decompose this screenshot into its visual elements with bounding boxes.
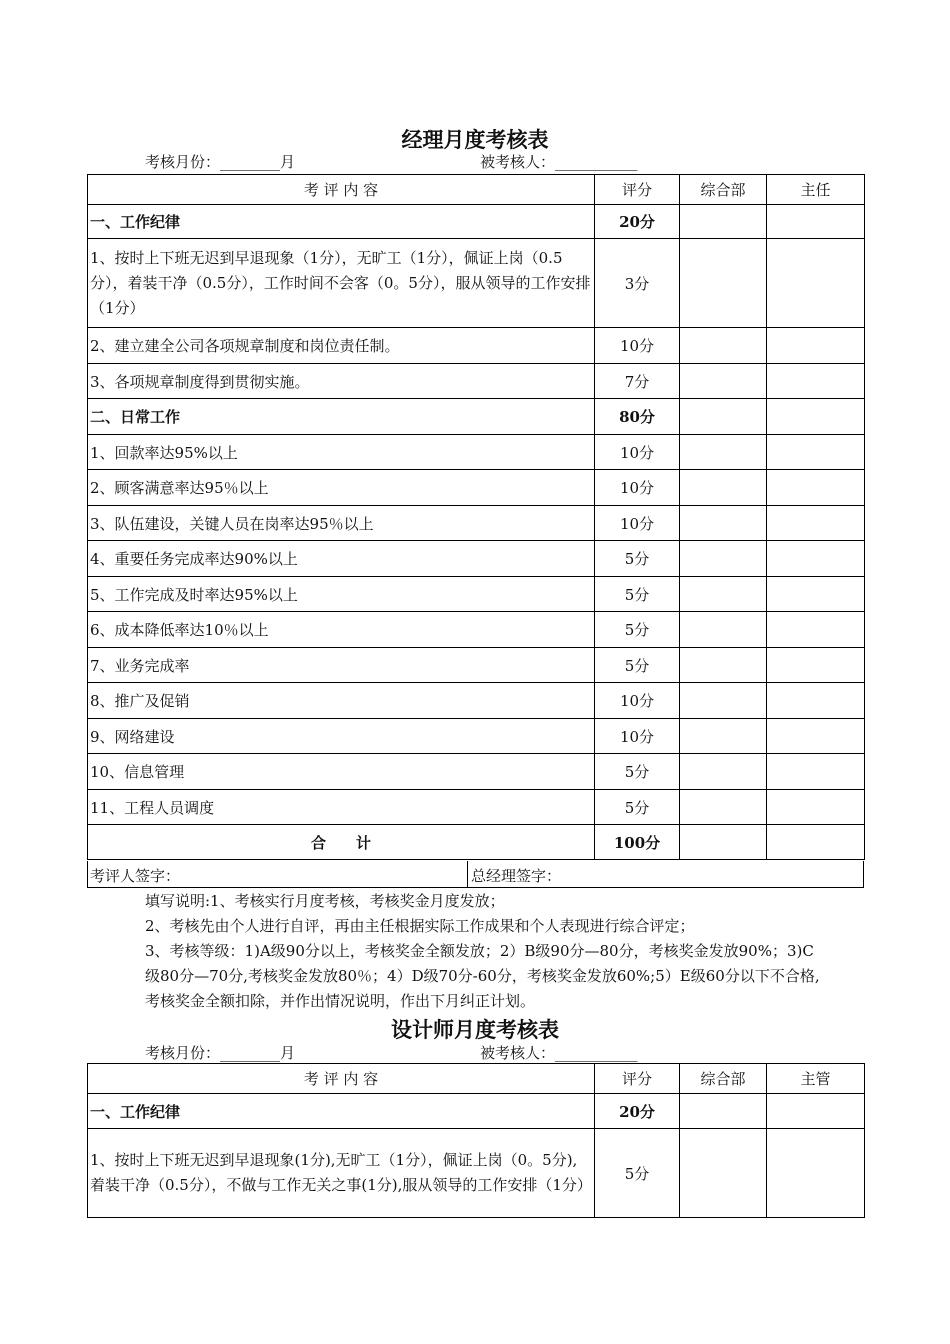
director-score-cell[interactable] <box>767 577 865 612</box>
dept-score-cell[interactable] <box>680 577 767 612</box>
score-cell: 10分 <box>595 683 680 719</box>
dept-score-cell[interactable] <box>680 612 767 648</box>
dept-score-cell[interactable] <box>680 435 767 470</box>
table-row <box>88 541 865 577</box>
item-content: 10、信息管理 <box>88 754 595 790</box>
item-content: 2、建立建全公司各项规章制度和岗位责任制。 <box>88 328 595 364</box>
director-score-cell[interactable] <box>767 612 865 648</box>
table-row <box>88 790 865 825</box>
director-score-cell[interactable] <box>767 239 865 328</box>
score-cell: 5分 <box>595 541 680 577</box>
header-director: 主任 <box>767 175 865 205</box>
header-score: 评分 <box>595 1064 680 1094</box>
item-content: 5、工作完成及时率达95%以上 <box>88 577 595 612</box>
director-score-cell[interactable] <box>767 364 865 399</box>
score-cell: 10分 <box>595 506 680 541</box>
form1-person-label: 被考核人：___________ <box>480 153 638 171</box>
dept-score-cell[interactable] <box>680 541 767 577</box>
director-score-cell[interactable] <box>767 205 865 239</box>
director-score-cell[interactable] <box>767 435 865 470</box>
dept-score-cell[interactable] <box>680 719 767 754</box>
header-supervisor: 主管 <box>767 1064 865 1094</box>
header-dept: 综合部 <box>680 1064 767 1094</box>
director-score-cell[interactable] <box>767 719 865 754</box>
table-row <box>88 1129 865 1218</box>
table-row <box>88 506 865 541</box>
item-content: 4、重要任务完成率达90%以上 <box>88 541 595 577</box>
table-row <box>88 648 865 683</box>
dept-score-cell[interactable] <box>680 506 767 541</box>
header-dept: 综合部 <box>680 175 767 205</box>
score-cell: 5分 <box>595 790 680 825</box>
table-row <box>88 683 865 719</box>
signature-row <box>87 861 864 888</box>
item-content: 3、各项规章制度得到贯彻实施。 <box>88 364 595 399</box>
score-cell: 5分 <box>595 612 680 648</box>
table-row <box>88 612 865 648</box>
form2-table <box>87 1063 865 1218</box>
total-score: 100分 <box>595 825 680 860</box>
section-title: 一、工作纪律 <box>88 205 595 239</box>
section-title: 一、工作纪律 <box>88 1094 595 1129</box>
director-total-cell[interactable] <box>767 825 865 860</box>
director-score-cell[interactable] <box>767 754 865 790</box>
dept-score-cell[interactable] <box>680 683 767 719</box>
table-row <box>88 399 865 435</box>
score-cell: 5分 <box>595 577 680 612</box>
item-content: 1、按时上下班无迟到早退现象(1分),无旷工（1分），佩证上岗（0。5分),着装干净（0.5分），不做与工作无关之事(1分),服从领导的工作安排（1分） <box>88 1129 595 1218</box>
director-score-cell[interactable] <box>767 399 865 435</box>
table-row <box>88 1094 865 1129</box>
table-row <box>88 577 865 612</box>
dept-score-cell[interactable] <box>680 364 767 399</box>
header-score: 评分 <box>595 175 680 205</box>
dept-score-cell[interactable] <box>680 328 767 364</box>
score-cell: 20分 <box>595 205 680 239</box>
item-content: 1、按时上下班无迟到早退现象（1分），无旷工（1分），佩证上岗（0.5分），着装干净（0.5分），工作时间不会客（0。5分），服从领导的工作安排（1分） <box>88 239 595 328</box>
score-cell: 20分 <box>595 1094 680 1129</box>
score-cell: 5分 <box>595 648 680 683</box>
score-cell: 10分 <box>595 328 680 364</box>
form2-month-label: 考核月份：________月 <box>145 1044 296 1062</box>
dept-score-cell[interactable] <box>680 790 767 825</box>
score-cell: 3分 <box>595 239 680 328</box>
score-cell: 5分 <box>595 1129 680 1218</box>
evaluator-signature[interactable]: 考评人签字： <box>90 867 181 885</box>
dept-score-cell[interactable] <box>680 205 767 239</box>
item-content: 3、队伍建设，关键人员在岗率达95％以上 <box>88 506 595 541</box>
instruction-line: 3、考核等级：1)A级90分以上，考核奖金全额发放；2）B级90分—80分，考核奖金发放90%；3)C级80分—70分,考核奖金发放80％；4）D级70分-60分，考核奖金发放60%;5）E级60分以下不合格,考核奖金全额扣除，并作出情况说明，作出下月纠正计划。 <box>145 942 820 1010</box>
score-cell: 10分 <box>595 719 680 754</box>
score-cell: 7分 <box>595 364 680 399</box>
item-content: 9、网络建设 <box>88 719 595 754</box>
signature-divider <box>467 861 468 887</box>
table-row <box>88 719 865 754</box>
dept-score-cell[interactable] <box>680 470 767 506</box>
form2-person-label: 被考核人：___________ <box>480 1044 638 1062</box>
score-cell: 10分 <box>595 470 680 506</box>
header-content: 考 评 内 容 <box>88 175 595 205</box>
instruction-line: 2、考核先由个人进行自评，再由主任根据实际工作成果和个人表现进行综合评定； <box>145 917 695 935</box>
item-content: 6、成本降低率达10％以上 <box>88 612 595 648</box>
supervisor-score-cell[interactable] <box>767 1094 865 1129</box>
director-score-cell[interactable] <box>767 470 865 506</box>
director-score-cell[interactable] <box>767 328 865 364</box>
table-row <box>88 364 865 399</box>
table-row <box>88 205 865 239</box>
score-cell: 80分 <box>595 399 680 435</box>
director-score-cell[interactable] <box>767 683 865 719</box>
item-content: 2、顾客满意率达95％以上 <box>88 470 595 506</box>
dept-score-cell[interactable] <box>680 1129 767 1218</box>
item-content: 11、工程人员调度 <box>88 790 595 825</box>
dept-score-cell[interactable] <box>680 239 767 328</box>
form2-header-row <box>88 1064 865 1094</box>
dept-score-cell[interactable] <box>680 648 767 683</box>
item-content: 1、回款率达95%以上 <box>88 435 595 470</box>
score-cell: 5分 <box>595 754 680 790</box>
score-cell: 10分 <box>595 435 680 470</box>
table-row <box>88 470 865 506</box>
item-content: 8、推广及促销 <box>88 683 595 719</box>
form1-table <box>87 174 865 860</box>
header-content: 考 评 内 容 <box>88 1064 595 1094</box>
instruction-line: 填写说明:1、考核实行月度考核，考核奖金月度发放； <box>145 892 505 910</box>
form1-header-row <box>88 175 865 205</box>
director-score-cell[interactable] <box>767 790 865 825</box>
dept-total-cell[interactable] <box>680 825 767 860</box>
total-label: 合 计 <box>88 825 595 860</box>
item-content: 7、业务完成率 <box>88 648 595 683</box>
table-row <box>88 328 865 364</box>
table-row <box>88 239 865 328</box>
form1-month-label: 考核月份：________月 <box>145 153 296 171</box>
table-row <box>88 754 865 790</box>
director-score-cell[interactable] <box>767 648 865 683</box>
table-row <box>88 435 865 470</box>
dept-score-cell[interactable] <box>680 399 767 435</box>
supervisor-score-cell[interactable] <box>767 1129 865 1218</box>
director-score-cell[interactable] <box>767 541 865 577</box>
total-row <box>88 825 865 860</box>
section-title: 二、日常工作 <box>88 399 595 435</box>
gm-signature[interactable]: 总经理签字： <box>471 867 562 885</box>
director-score-cell[interactable] <box>767 506 865 541</box>
dept-score-cell[interactable] <box>680 754 767 790</box>
form2-title: 设计师月度考核表 <box>391 1017 559 1042</box>
form1-title: 经理月度考核表 <box>401 127 549 152</box>
instructions <box>145 889 825 1014</box>
dept-score-cell[interactable] <box>680 1094 767 1129</box>
